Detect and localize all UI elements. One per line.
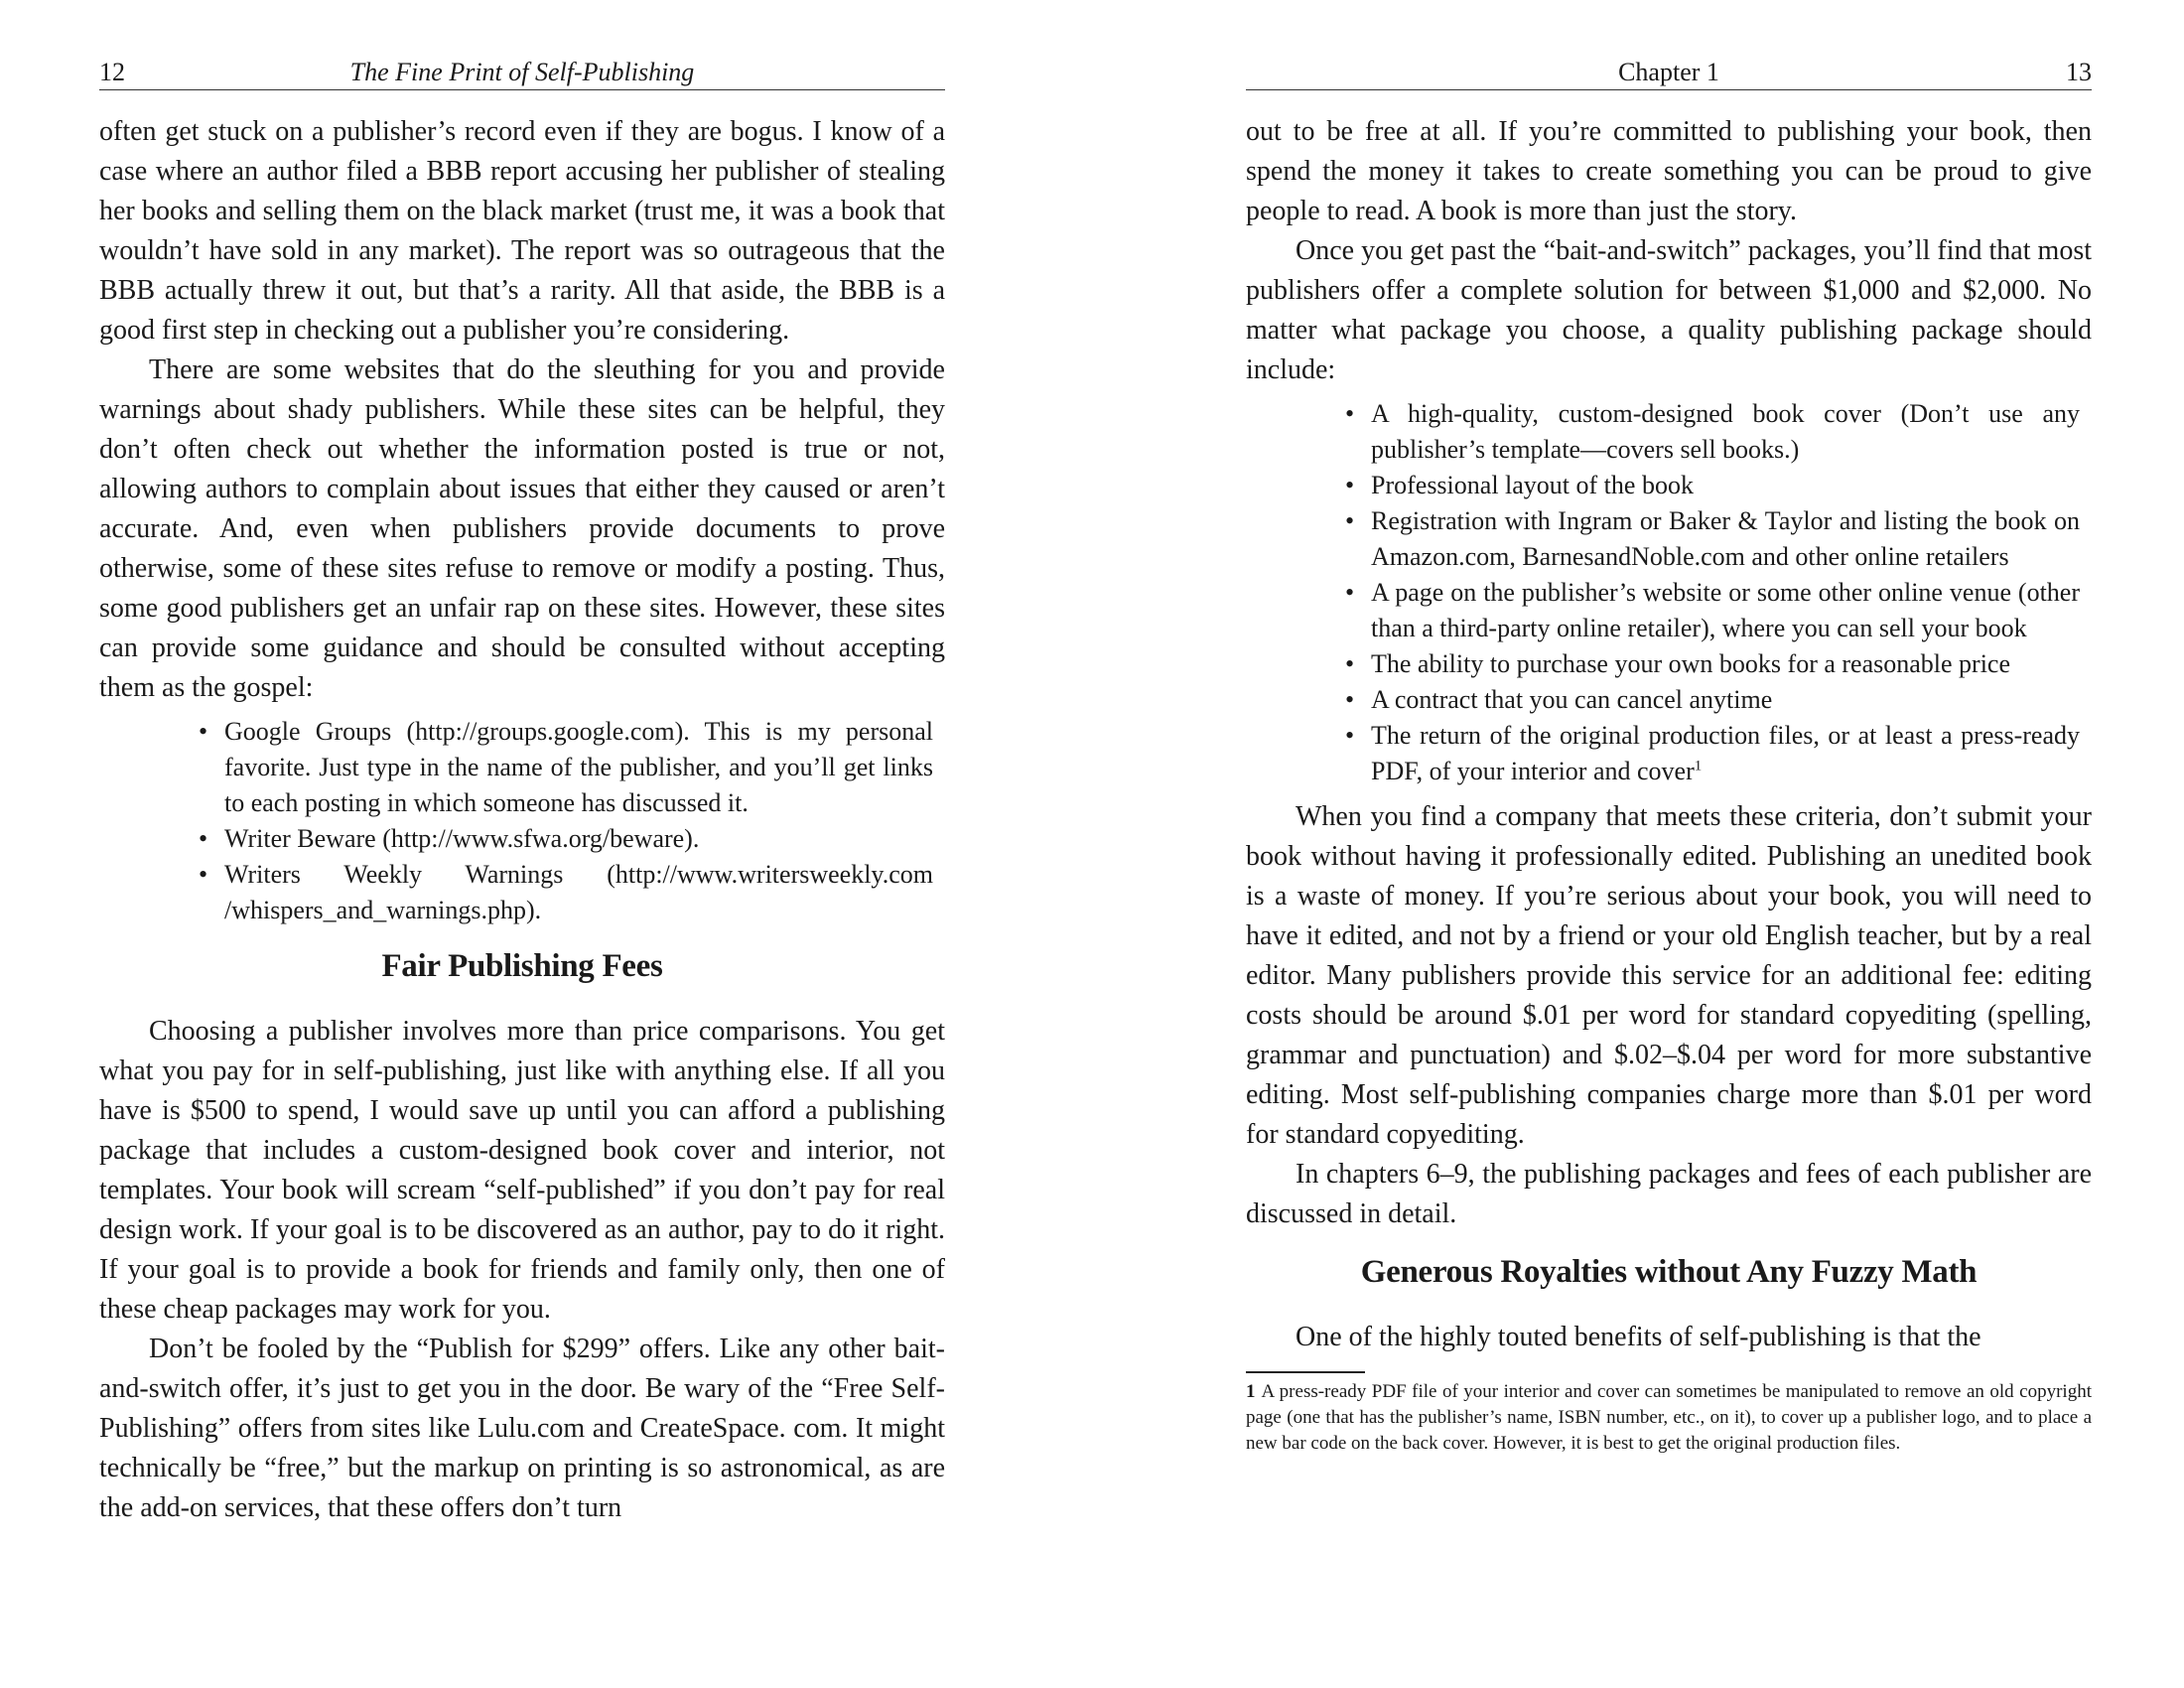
left-paragraph-2: There are some websites that do the sleuthing for you and provide warnings about shady publishers. While these sites can be helpful, they don’t often check out whether the information posted is true or not, allowing authors to complain about issues that either they caused or aren’t accurate. And, even when publishers provide documents to prove otherwise, some of these sites refuse to remove or modify a posting. Thus, some good publishers get an unfair rap on these sites. However, these sites can provide some guidance and should be consulted without accepting them as the gospel: [99,354,945,703]
right-page [1246,56,2092,1457]
right-bullet-list [1246,396,2092,789]
footnote-number: 1 [1246,1381,1256,1402]
footnote-reference[interactable]: 1 [1694,758,1703,774]
left-running-head [99,56,945,90]
footnote-divider [1246,1371,1365,1373]
right-bullet-item: • A contract that you can cancel anytime [1371,682,2080,718]
footnote-text: A press-ready PDF file of your interior and cover can sometimes be manipulated to remove an old copyright page (one that has the publisher’s name, ISBN number, etc., on it), to cover up a publisher logo, and to place a new bar code on the back cover. However, it is best to get the original production files. [1246,1381,2092,1454]
left-running-title: The Fine Print of Self-Publishing [349,58,695,86]
left-page-number: 12 [99,58,125,86]
footnote [1246,1379,2092,1457]
right-paragraph-2: Once you get past the “bait-and-switch” packages, you’ll find that most publishers offer a complete solution for between $1,000 and $2,000. No matter what package you choose, a quality publishing package should include: [1246,235,2092,385]
left-paragraph-4: Don’t be fooled by the “Publish for $299” offers. Like any other bait-and-switch offer, it’s just to get you in the door. Be wary of the “Free Self-Publishing” offers from sites like Lulu.com and CreateSpace. com. It might technically be “free,” but the markup on printing is so astronomical, as are the add-on services, that these offers don’t turn [99,1334,945,1523]
left-bullet-item: • Writer Beware (http://www.sfwa.org/beware). [224,821,933,857]
right-bullet-item: • A high-quality, custom-designed book cover (Don’t use any publisher’s template—covers sell books.) [1371,396,2080,468]
right-bullet-item: • Professional layout of the book [1371,468,2080,503]
right-bullet-item-text: The return of the original production files, or at least a press-ready PDF, of your interior and cover [1371,721,2080,785]
left-paragraph-1: often get stuck on a publisher’s record even if they are bogus. I know of a case where an author filed a BBB report accusing her publisher of stealing her books and selling them on the black market (trust me, it was a book that wouldn’t have sold in any market). The report was so outrageous that the BBB actually threw it out, but that’s a rarity. All that aside, the BBB is a good first step in checking out a publisher you’re considering. [99,116,945,346]
right-paragraph-5: One of the highly touted benefits of self-publishing is that the [1296,1322,1981,1352]
right-bullet-item: • The ability to purchase your own books for a reasonable price [1371,646,2080,682]
left-bullet-item: • Google Groups (http://groups.google.com). This is my personal favorite. Just type in the name of the publisher, and you’ll get links to each posting in which someone has discussed it. [224,714,933,821]
right-paragraph-3: When you find a company that meets these criteria, don’t submit your book without having it professionally edited. Publishing an unedited book is a waste of money. If you’re serious about your book, you will need to have it edited, and not by a friend or your old English teacher, but by a real editor. Many publishers provide this service for an additional fee: editing costs should be around $.01 per word for standard copyediting (spelling, grammar and punctuation) and $.02–$.04 per word for more substantive editing. Most self-publishing companies charge more than $.01 per word for standard copyediting. [1246,801,2092,1150]
right-bullet-item-last [1371,718,2080,789]
right-bullet-item: • Registration with Ingram or Baker & Taylor and listing the book on Amazon.com, BarnesandNoble.com and other online retailers [1371,503,2080,575]
section-heading-royalties: Generous Royalties without Any Fuzzy Math [1360,1254,1978,1290]
left-page [99,56,945,1528]
right-running-head [1246,56,2092,90]
right-paragraph-4: In chapters 6–9, the publishing packages and fees of each publisher are discussed in detail. [1246,1159,2092,1229]
left-paragraph-3: Choosing a publisher involves more than price comparisons. You get what you pay for in self-publishing, just like with anything else. If all you have is $500 to spend, I would save up until you can afford a publishing package that includes a custom-designed book cover and interior, not templates. Your book will scream “self-published” if you don’t pay for real design work. If your goal is to be discovered as an author, pay to do it right. If your goal is to provide a book for friends and family only, then one of these cheap packages may work for you. [99,1016,945,1325]
section-heading-fees: Fair Publishing Fees [381,948,663,984]
left-bullet-item: • Writers Weekly Warnings (http://www.writersweekly.com /whispers_and_warnings.php). [224,857,933,928]
right-page-number: 13 [2066,58,2092,86]
right-bullet-item: • A page on the publisher’s website or some other online venue (other than a third-party online retailer), where you can sell your book [1371,575,2080,646]
right-paragraph-1: out to be free at all. If you’re committed to publishing your book, then spend the money it takes to create something you can be proud to give people to read. A book is more than just the story. [1246,116,2092,226]
right-running-title: Chapter 1 [1618,58,1719,86]
left-bullet-list [99,714,945,928]
